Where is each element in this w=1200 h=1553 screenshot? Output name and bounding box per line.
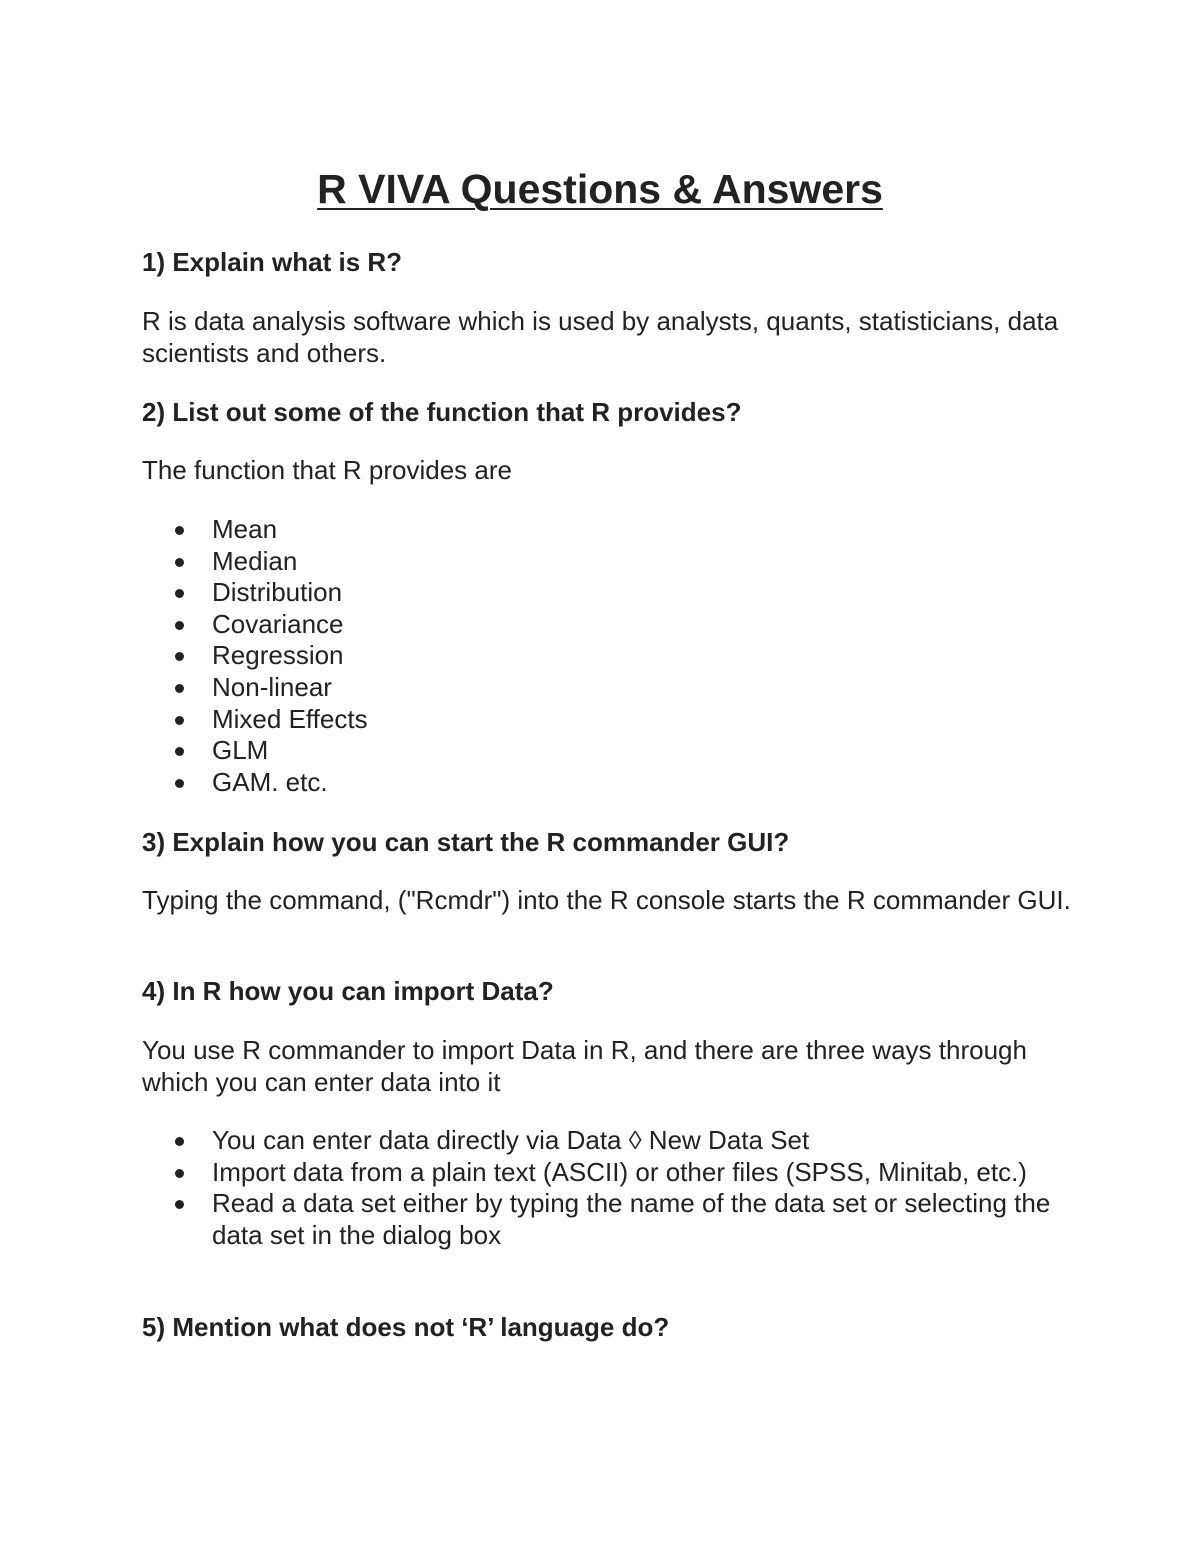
bullet-icon bbox=[175, 1200, 184, 1209]
list-item: Covariance bbox=[142, 609, 1082, 641]
list-item: Read a data set either by typing the name of the data set or selecting the data set in the dialog box bbox=[142, 1188, 1082, 1251]
answer-3: Typing the command, ("Rcmdr") into the R console starts the R commander GUI. bbox=[142, 885, 1071, 915]
list-item: GAM. etc. bbox=[142, 767, 1082, 799]
bullet-icon bbox=[175, 621, 184, 630]
bullet-icon bbox=[175, 1169, 184, 1178]
bullet-icon bbox=[175, 589, 184, 598]
document-title: R VIVA Questions & Answers bbox=[317, 166, 883, 212]
import-methods-list bbox=[142, 1125, 1082, 1251]
question-1: 1) Explain what is R? bbox=[142, 247, 403, 277]
answer-4: You use R commander to import Data in R, and there are three ways through which you can enter data into it bbox=[142, 1035, 1027, 1097]
question-2: 2) List out some of the function that R provides? bbox=[142, 397, 742, 427]
answer-2: The function that R provides are bbox=[142, 455, 512, 485]
bullet-icon bbox=[175, 558, 184, 567]
question-5: 5) Mention what does not ‘R’ language do? bbox=[142, 1312, 670, 1342]
bullet-icon bbox=[175, 652, 184, 661]
list-item: Mean bbox=[142, 514, 1082, 546]
function-list bbox=[142, 514, 1082, 798]
bullet-icon bbox=[175, 526, 184, 535]
bullet-icon bbox=[175, 779, 184, 788]
question-4: 4) In R how you can import Data? bbox=[142, 976, 554, 1006]
bullet-icon bbox=[175, 716, 184, 725]
list-item: Non-linear bbox=[142, 672, 1082, 704]
list-item: GLM bbox=[142, 735, 1082, 767]
list-item: Regression bbox=[142, 640, 1082, 672]
list-item: Import data from a plain text (ASCII) or other files (SPSS, Minitab, etc.) bbox=[142, 1157, 1082, 1189]
answer-1: R is data analysis software which is used by analysts, quants, statisticians, data scientists and others. bbox=[142, 306, 1059, 368]
bullet-icon bbox=[175, 747, 184, 756]
list-item: Median bbox=[142, 546, 1082, 578]
question-3: 3) Explain how you can start the R commander GUI? bbox=[142, 827, 790, 857]
list-item: Distribution bbox=[142, 577, 1082, 609]
bullet-icon bbox=[175, 1137, 184, 1146]
list-item: You can enter data directly via Data ◊ New Data Set bbox=[142, 1125, 1082, 1157]
list-item: Mixed Effects bbox=[142, 704, 1082, 736]
bullet-icon bbox=[175, 684, 184, 693]
